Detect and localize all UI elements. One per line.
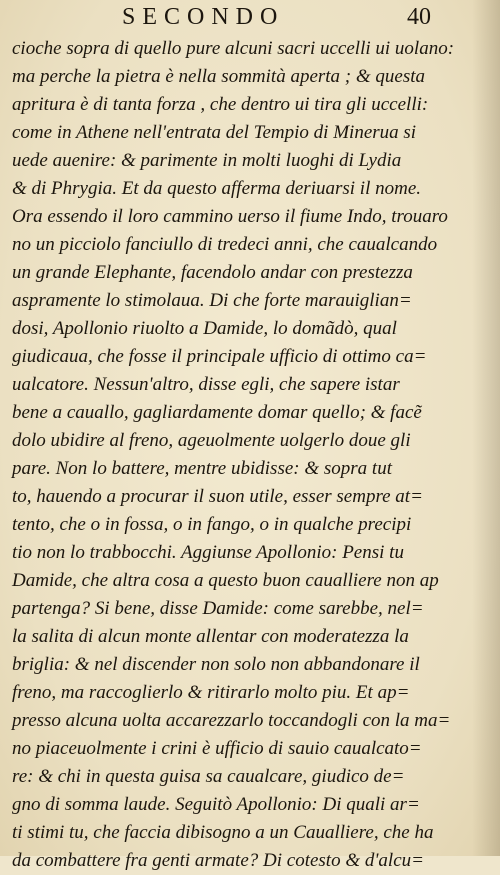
text-line: partenga? Si bene, disse Damide: come sarebbe, nel= — [12, 598, 424, 619]
page-edge-shadow — [472, 0, 500, 856]
text-line: cioche sopra di quello pure alcuni sacri uccelli ui uolano: — [12, 38, 455, 59]
text-line: Ora essendo il loro cammino uerso il fiume Indo, trouaro — [12, 206, 448, 227]
text-line: dosi, Apollonio riuolto a Damide, lo domãdò, qual — [12, 318, 397, 339]
page-number: 40 — [407, 4, 431, 30]
text-line: aspramente lo stimolaua. Di che forte marauiglian= — [12, 290, 412, 311]
text-line: tento, che o in fossa, o in fango, o in qualche precipi — [12, 514, 412, 535]
text-line: tio non lo trabbocchi. Aggiunse Apollonio: Pensi tu — [12, 542, 404, 563]
text-line: uede auenire: & parimente in molti luoghi di Lydia — [12, 150, 402, 171]
text-line: no piaceuolmente i crini è ufficio di sauio caualcato= — [12, 738, 422, 759]
running-title: SECONDO — [122, 4, 285, 30]
text-line: un grande Elephante, facendolo andar con prestezza — [12, 262, 413, 283]
text-line: ualcatore. Nessun'altro, disse egli, che sapere istar — [12, 374, 400, 395]
text-line: dolo ubidire al freno, ageuolmente uolgerlo doue gli — [12, 430, 411, 451]
body-text — [12, 35, 455, 875]
text-line: re: & chi in questa guisa sa caualcare, giudico de= — [12, 766, 405, 787]
text-line: giudicaua, che fosse il principale ufficio di ottimo ca= — [12, 346, 427, 367]
text-line: no un picciolo fanciullo di tredeci anni, che caualcando — [12, 234, 438, 255]
text-line: freno, ma raccoglierlo & ritirarlo molto piu. Et ap= — [12, 682, 410, 703]
text-line: bene a cauallo, gagliardamente domar quello; & facẽ — [12, 402, 422, 423]
text-line: & di Phrygia. Et da questo afferma deriuarsi il nome. — [12, 178, 422, 199]
text-line: la salita di alcun monte allentar con moderatezza la — [12, 626, 409, 647]
text-line: ti stimi tu, che faccia dibisogno a un Caualliere, che ha — [12, 822, 434, 843]
text-line: ma perche la pietra è nella sommità aperta ; & questa — [12, 66, 426, 87]
text-line: presso alcuna uolta accarezzarlo toccandogli con la ma= — [12, 710, 451, 731]
text-line: gno di somma laude. Seguitò Apollonio: Di quali ar= — [12, 794, 420, 815]
text-line: apritura è di tanta forza , che dentro ui tira gli uccelli: — [12, 94, 429, 115]
text-line: come in Athene nell'entrata del Tempio di Minerua si — [12, 122, 417, 143]
text-line: da combattere fra genti armate? Di cotesto & d'alcu= — [12, 850, 424, 871]
text-line: to, hauendo a procurar il suon utile, esser sempre at= — [12, 486, 423, 507]
text-line: briglia: & nel discender non solo non abbandonare il — [12, 654, 420, 675]
text-line: pare. Non lo battere, mentre ubidisse: & sopra tut — [12, 458, 392, 479]
text-line: Damide, che altra cosa a questo buon caualliere non ap — [12, 570, 439, 591]
page-header — [0, 2, 500, 32]
